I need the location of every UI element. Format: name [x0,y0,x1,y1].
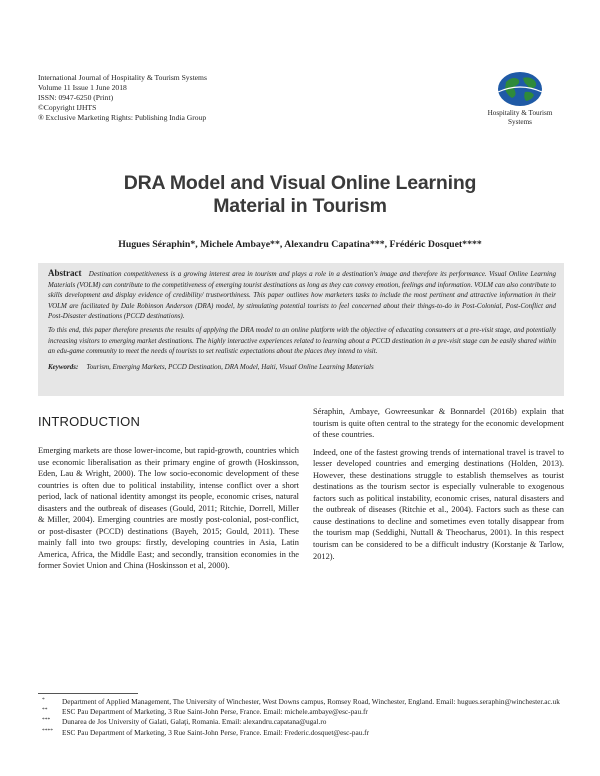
footnote-text: ESC Pau Department of Marketing, 3 Rue Saint-John Perse, France. Email: Frederic.dosquet@esc-pau.fr [62,727,370,737]
footnote [38,728,564,738]
footnote [38,717,564,727]
footnote-text: Dunarea de Jos University of Galati, Galaţi, Romania. Email: alexandru.capatana@ugal.ro [62,717,327,727]
journal-issue: Volume 11 Issue 1 June 2018 [38,83,127,92]
journal-info [38,73,338,123]
intro-paragraph-2: Séraphin, Ambaye, Gowreesunkar & Bonnardel (2016b) explain that tourism is quite often central to the strategy for the economic development of these countries. [313,407,564,440]
intro-paragraph-1: Emerging markets are those lower-income, but rapid-growth, countries which use economic liberalisation as their primary engine of growth (Hoskinsson, Eden, Lau & Wright, 2000). The low socio-economic development of these countries is often due to political instability, intense conflict over a short period, lack of national identity amongst its people, economic crises, natural disasters and the outbreak of diseases (Gould, 2011; Ritchie, Dorrell, Miller & Miller, 2004). Emerging countries are mostly post-colonial, post-conflict, or post-disaster (PCCD) destinations (Bayeh, 2015; Gould, 2011). These mainly fall into two groups: firstly, developing countries in Asia, Latin America, Africa, the Middle East; and secondly, transition economies in the former Soviet Union and China (Hoskinsson et al, 2000). [38,446,299,571]
footnote [38,697,564,707]
body-left-column [38,445,299,572]
abstract-text-1: Destination competitiveness is a growing interest area in tourism and plays a role in a destination's image and therefore its performance. Visual Online Learning Materials (VOLM) can contribute to the competitiveness of emerging tourist destinations as long as they can convey emotion, feelings and information. VOLM can also contribute to skills development and display evidence of credibility/ trustworthiness. This paper outlines how marketers tasks to include the most pertinent and attractive information in their VOLM are facilitated by Dale Robinson Anderson (DRA) model, by stimulating potential tourists to feel concerned about their things-to-do in Post-Colonial, Post-Conflict and Post-Disaster destinations (PCCD destinations). [48,270,556,321]
logo-line2: Systems [508,118,532,126]
footnote-mark: * [42,697,45,703]
journal-issn: ISSN: 0947-6250 (Print) [38,93,114,102]
keywords [48,362,556,372]
author-list: Hugues Séraphin*, Michele Ambaye**, Alexandru Capatina***, Frédéric Dosquet**** [118,239,482,250]
journal-rights: ® Exclusive Marketing Rights: Publishing India Group [38,113,207,122]
footnote-mark: *** [42,717,51,724]
keywords-text: Tourism, Emerging Markets, PCCD Destination, DRA Model, Haiti, Visual Online Learning Materials [86,362,374,371]
journal-copyright: ©Copyright IJHTS [38,103,97,112]
footnotes [38,697,564,738]
footnote-text: ESC Pau Department of Marketing, 3 Rue Saint-John Perse, France. Email: michele.ambaye@esc-pau.fr [62,707,368,717]
abstract-paragraph-2: To this end, this paper therefore presents the results of applying the DRA model to an online platform with the objective of educating consumers at a pre-visit stage, and potentially increasing visitors to emerging market destinations. The highly interactive experiences related to learning about a PCCD destination in a pre-visit stage can be easily shared within an edu-game community to meet the needs of tourists to set realistic expectations about the places they intend to visit. [48,325,556,356]
footnote [38,707,564,717]
footnote-divider [38,693,138,694]
footnote-mark: **** [42,727,53,734]
logo-line1: Hospitality & Tourism [487,109,553,117]
abstract-label: Abstract [48,268,82,278]
paper-title-line2: Material in Tourism [213,195,387,217]
paper-title [40,172,560,218]
introduction-heading: INTRODUCTION [38,414,141,429]
intro-paragraph-3: Indeed, one of the fastest growing trends of international travel is travel to lesser developed countries and emerging destinations (Holden, 2013). However, these destinations struggle to establish themselves as tourist destinations as the tourism sector is especially vulnerable to exogenous factors such as political instability, economic crises, natural disasters and the outbreak of diseases (Ritchie et al., 2004). Factors such as these can cause destinations to decline and sometimes even totally disappear from the tourism map (Seddighi, Nuttall & Theocharus, 2001). In this respect tourism can be considered to be a difficult industry (Korstanje & Tarlow, 2012). [313,447,564,561]
paper-title-line1: DRA Model and Visual Online Learning [123,172,477,194]
footnote-mark: ** [42,707,48,714]
keywords-label: Keywords: [48,362,79,371]
journal-logo [470,70,570,127]
journal-name: International Journal of Hospitality & Tourism Systems [38,73,207,82]
abstract-box [38,263,564,396]
globe-logo-icon [496,70,544,108]
footnote-text: Department of Applied Management, The University of Winchester, West Downs campus, Romsey Road, Winchester, England. Email: hugues.seraphin@winchester.ac.uk [62,697,560,706]
body-right-column [313,406,564,562]
abstract-paragraph-1 [48,268,556,322]
